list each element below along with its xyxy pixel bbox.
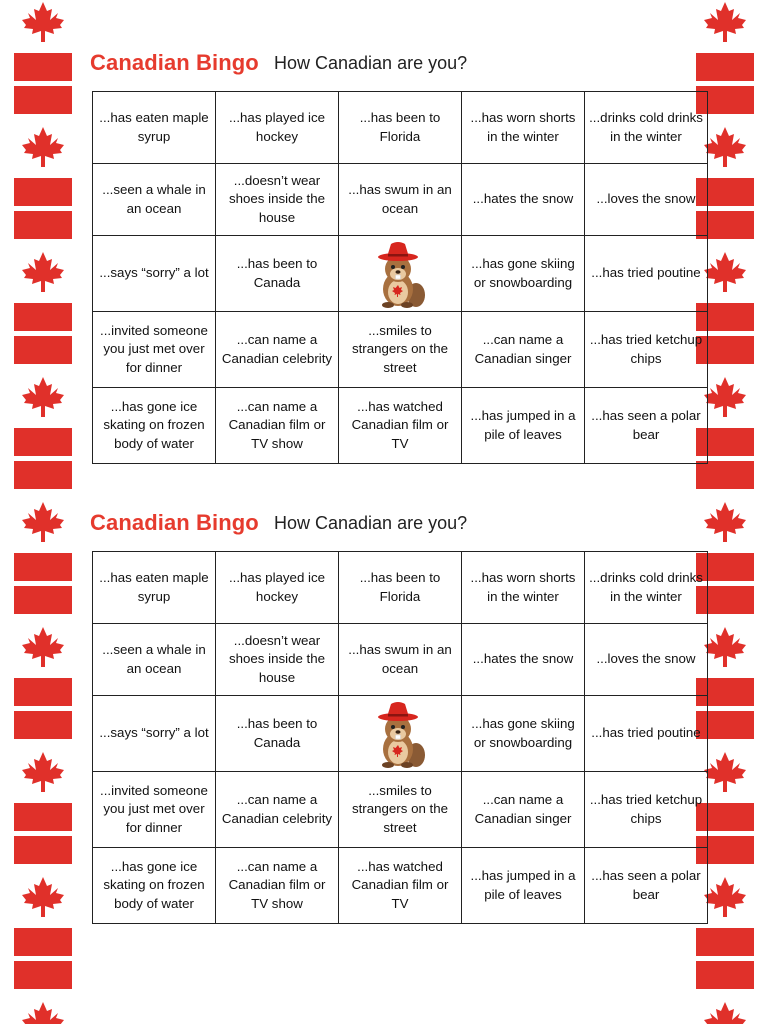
card-header: [92, 40, 676, 90]
card-subtitle: How Canadian are you?: [274, 513, 468, 533]
bingo-row: [93, 164, 708, 236]
maple-leaf-icon: [704, 2, 746, 42]
bingo-cell[interactable]: ...doesn’t wear shoes inside the house: [216, 624, 339, 696]
bingo-cell[interactable]: ...invited someone you just met over for dinner: [93, 772, 216, 848]
bingo-row: [93, 388, 708, 464]
bingo-cell[interactable]: ...can name a Canadian film or TV show: [216, 388, 339, 464]
bingo-cell[interactable]: ...has swum in an ocean: [339, 624, 462, 696]
bingo-cell[interactable]: ...can name a Canadian film or TV show: [216, 848, 339, 924]
bingo-row: [93, 312, 708, 388]
bingo-cell[interactable]: ...drinks cold drinks in the winter: [585, 552, 708, 624]
bingo-cell[interactable]: ...has been to Florida: [339, 552, 462, 624]
bingo-cell[interactable]: ...has jumped in a pile of leaves: [462, 848, 585, 924]
red-stripe: [14, 586, 72, 614]
bingo-cell[interactable]: ...smiles to strangers on the street: [339, 312, 462, 388]
red-stripe: [14, 336, 72, 364]
bingo-cell[interactable]: ...has seen a polar bear: [585, 848, 708, 924]
bingo-cell[interactable]: ...has tried ketchup chips: [585, 312, 708, 388]
bingo-cell[interactable]: ...has jumped in a pile of leaves: [462, 388, 585, 464]
bingo-grid: [92, 551, 708, 924]
red-stripe: [14, 461, 72, 489]
bingo-cell[interactable]: ...has been to Canada: [216, 696, 339, 772]
bingo-cell[interactable]: ...loves the snow: [585, 164, 708, 236]
bingo-row: [93, 848, 708, 924]
maple-leaf-icon: [22, 127, 64, 167]
bingo-cell[interactable]: ...invited someone you just met over for dinner: [93, 312, 216, 388]
red-stripe: [696, 928, 754, 956]
maple-leaf-icon: [704, 502, 746, 542]
bingo-cell[interactable]: ...has watched Canadian film or TV: [339, 848, 462, 924]
red-stripe: [14, 803, 72, 831]
bingo-cell[interactable]: ...has eaten maple syrup: [93, 552, 216, 624]
bingo-cell[interactable]: ...drinks cold drinks in the winter: [585, 92, 708, 164]
bingo-row: [93, 772, 708, 848]
bingo-cell[interactable]: ...has worn shorts in the winter: [462, 92, 585, 164]
beaver-mountie-icon: [370, 239, 430, 309]
bingo-cell[interactable]: ...can name a Canadian celebrity: [216, 312, 339, 388]
bingo-cell[interactable]: ...has eaten maple syrup: [93, 92, 216, 164]
red-stripe: [14, 836, 72, 864]
beaver-mountie-icon: [370, 699, 430, 769]
bingo-cell[interactable]: ...has gone ice skating on frozen body of water: [93, 388, 216, 464]
bingo-cell[interactable]: ...can name a Canadian singer: [462, 312, 585, 388]
maple-leaf-icon: [704, 252, 746, 292]
bingo-cell[interactable]: ...says “sorry” a lot: [93, 696, 216, 772]
bingo-cell[interactable]: ...hates the snow: [462, 164, 585, 236]
red-stripe: [14, 928, 72, 956]
bingo-cell[interactable]: ...can name a Canadian singer: [462, 772, 585, 848]
bingo-cell[interactable]: ...has been to Florida: [339, 92, 462, 164]
maple-leaf-icon: [22, 1002, 64, 1024]
maple-leaf-icon: [704, 377, 746, 417]
red-stripe: [696, 53, 754, 81]
card-title: Canadian Bingo: [90, 50, 259, 75]
bingo-cell[interactable]: ...has tried poutine: [585, 236, 708, 312]
bingo-cell[interactable]: ...has played ice hockey: [216, 92, 339, 164]
bingo-cell[interactable]: ...has been to Canada: [216, 236, 339, 312]
maple-leaf-icon: [704, 627, 746, 667]
red-stripe: [14, 428, 72, 456]
red-stripe: [14, 711, 72, 739]
bingo-cell[interactable]: ...can name a Canadian celebrity: [216, 772, 339, 848]
bingo-cell[interactable]: ...seen a whale in an ocean: [93, 164, 216, 236]
card-title: Canadian Bingo: [90, 510, 259, 535]
maple-leaf-icon: [704, 127, 746, 167]
red-stripe: [14, 86, 72, 114]
card-subtitle: How Canadian are you?: [274, 53, 468, 73]
maple-leaf-icon: [22, 627, 64, 667]
maple-leaf-icon: [22, 2, 64, 42]
bingo-card-1: [90, 40, 703, 451]
maple-leaf-icon: [22, 252, 64, 292]
maple-leaf-icon: [704, 752, 746, 792]
bingo-cell[interactable]: ...smiles to strangers on the street: [339, 772, 462, 848]
maple-leaf-icon: [22, 502, 64, 542]
bingo-cell[interactable]: ...has worn shorts in the winter: [462, 552, 585, 624]
maple-leaf-icon: [22, 752, 64, 792]
red-stripe: [14, 53, 72, 81]
bingo-row: [93, 624, 708, 696]
red-stripe: [14, 961, 72, 989]
red-stripe: [14, 553, 72, 581]
bingo-row: [93, 92, 708, 164]
bingo-cell[interactable]: ...has gone skiing or snowboarding: [462, 696, 585, 772]
red-stripe: [14, 211, 72, 239]
bingo-row: [93, 552, 708, 624]
red-stripe: [14, 178, 72, 206]
bingo-cell[interactable]: ...seen a whale in an ocean: [93, 624, 216, 696]
bingo-cell[interactable]: ...loves the snow: [585, 624, 708, 696]
bingo-cell[interactable]: ...has watched Canadian film or TV: [339, 388, 462, 464]
maple-leaf-icon: [704, 877, 746, 917]
maple-leaf-icon: [22, 877, 64, 917]
bingo-cell[interactable]: ...doesn’t wear shoes inside the house: [216, 164, 339, 236]
left-flag-border-art: [12, 0, 74, 1024]
bingo-grid: [92, 91, 708, 464]
bingo-cell[interactable]: ...has tried ketchup chips: [585, 772, 708, 848]
card-header: [92, 500, 676, 550]
bingo-cell[interactable]: ...has tried poutine: [585, 696, 708, 772]
bingo-card-2: [90, 500, 703, 911]
free-space-cell[interactable]: [339, 236, 462, 312]
bingo-cell[interactable]: ...has swum in an ocean: [339, 164, 462, 236]
free-space-cell[interactable]: [339, 696, 462, 772]
bingo-cell[interactable]: ...has gone ice skating on frozen body of water: [93, 848, 216, 924]
bingo-row: [93, 236, 708, 312]
bingo-cell[interactable]: ...has gone skiing or snowboarding: [462, 236, 585, 312]
bingo-cell[interactable]: ...says “sorry” a lot: [93, 236, 216, 312]
maple-leaf-icon: [22, 377, 64, 417]
bingo-row: [93, 696, 708, 772]
maple-leaf-icon: [704, 1002, 746, 1024]
red-stripe: [14, 303, 72, 331]
bingo-cell[interactable]: ...has played ice hockey: [216, 552, 339, 624]
red-stripe: [696, 461, 754, 489]
bingo-cell[interactable]: ...hates the snow: [462, 624, 585, 696]
red-stripe: [14, 678, 72, 706]
left-flag-border: [12, 0, 74, 1024]
red-stripe: [696, 961, 754, 989]
bingo-cell[interactable]: ...has seen a polar bear: [585, 388, 708, 464]
